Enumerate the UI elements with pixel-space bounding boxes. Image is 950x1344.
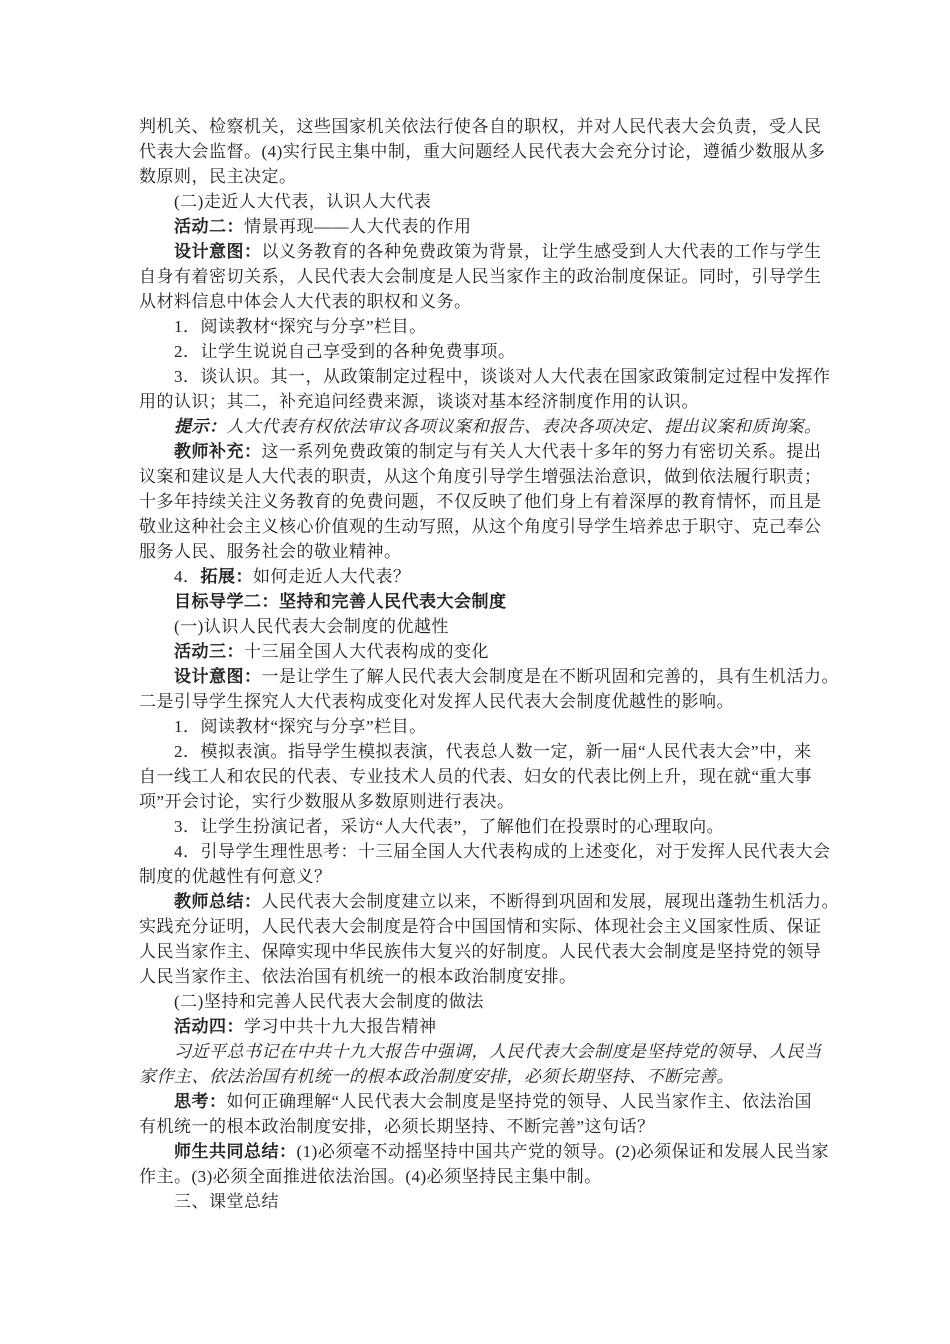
text-line <box>139 1064 845 1089</box>
text-run: 如何走近人大代表？ <box>253 567 411 586</box>
text-line <box>139 789 845 814</box>
heading-run: 教师总结： <box>174 892 262 911</box>
text-run: 实践充分证明，人民代表大会制度是符合中国国情和实际、体现社会主义国家性质、保证 <box>139 917 822 936</box>
text-line <box>139 264 845 289</box>
heading-run: 活动三： <box>174 642 244 661</box>
text-line <box>139 589 845 614</box>
text-run: 情景再现——人大代表的作用 <box>244 217 472 236</box>
text-line <box>139 514 845 539</box>
text-line <box>139 939 845 964</box>
text-run: 1．阅读教材“探究与分享”栏目。 <box>174 317 427 336</box>
text-line <box>139 689 845 714</box>
text-line <box>139 989 845 1014</box>
text-run: 人民当家作主、依法治国有机统一的根本政治制度安排。 <box>139 967 577 986</box>
text-run: 人民代表大会制度建立以来，不断得到巩固和发展，展现出蓬勃生机活力。 <box>261 892 839 911</box>
text-run: 人民当家作主、保障实现中华民族伟大复兴的好制度。人民代表大会制度是坚持党的领导 <box>139 942 822 961</box>
text-run: 自身有着密切关系，人民代表大会制度是人民当家作主的政治制度保证。同时，引导学生 <box>139 267 822 286</box>
text-run: 以义务教育的各种免费政策为背景，让学生感受到人大代表的工作与学生 <box>261 242 822 261</box>
text-run: 如何正确理解“人民代表大会制度是坚持党的领导、人民当家作主、依法治国 <box>226 1092 813 1111</box>
text-line <box>139 1039 845 1064</box>
text-line <box>139 389 845 414</box>
text-line <box>139 564 845 589</box>
text-line <box>139 314 845 339</box>
text-run: 这一系列免费政策的制定与有关人大代表十多年的努力有密切关系。提出 <box>261 442 822 461</box>
text-run: 有机统一的根本政治制度安排，必须长期坚持、不断完善”这句话？ <box>139 1117 655 1136</box>
text-line <box>139 639 845 664</box>
text-line <box>139 1089 845 1114</box>
text-line <box>139 164 845 189</box>
text-run: 自一线工人和农民的代表、专业技术人员的代表、妇女的代表比例上升，现在就“重大事 <box>139 767 813 786</box>
text-run: 二是引导学生探究人大代表构成变化对发挥人民代表大会制度优越性的影响。 <box>139 692 734 711</box>
kaiti-run: 习近平总书记在中共十九大报告中强调，人民代表大会制度是坚持党的领导、人民当 <box>174 1042 822 1061</box>
text-line <box>139 289 845 314</box>
heading-run: 拓展： <box>200 567 253 586</box>
text-line <box>139 339 845 364</box>
text-line <box>139 1139 845 1164</box>
text-line <box>139 814 845 839</box>
heading-run: 目标导学二：坚持和完善人民代表大会制度 <box>174 592 507 611</box>
text-run: 从材料信息中体会人大代表的职权和义务。 <box>139 292 472 311</box>
text-line <box>139 889 845 914</box>
text-run: (一)认识人民代表大会制度的优越性 <box>174 617 449 636</box>
document-text-block <box>139 114 845 1214</box>
text-run: 2．模拟表演。指导学生模拟表演，代表总人数一定，新一届“人民代表大会”中，来 <box>174 742 812 761</box>
text-run: (二)坚持和完善人民代表大会制度的做法 <box>174 992 484 1011</box>
heading-run: 思考： <box>174 1092 227 1111</box>
text-run: 用的认识；其二，补充追问经费来源，谈谈对基本经济制度作用的认识。 <box>139 392 699 411</box>
text-run: 代表大会监督。(4)实行民主集中制，重大问题经人民代表大会充分讨论，遵循少数服从多 <box>139 142 826 161</box>
text-run: 项”开会讨论，实行少数服从多数原则进行表决。 <box>139 792 515 811</box>
text-line <box>139 914 845 939</box>
text-line <box>139 189 845 214</box>
text-line <box>139 1189 845 1214</box>
text-line <box>139 539 845 564</box>
kaiti-run: 人大代表有权依法审议各项议案和报告、表决各项决定、提出议案和质询案。 <box>226 417 822 436</box>
text-run: 判机关、检察机关，这些国家机关依法行使各自的职权，并对人民代表大会负责，受人民 <box>139 117 822 136</box>
text-run: 作主。(3)必须全面推进依法治国。(4)必须坚持民主集中制。 <box>139 1167 602 1186</box>
text-line <box>139 114 845 139</box>
text-line <box>139 764 845 789</box>
text-line <box>139 839 845 864</box>
heading-run: 活动四： <box>174 1017 244 1036</box>
text-line <box>139 1014 845 1039</box>
text-line <box>139 714 845 739</box>
text-line <box>139 1114 845 1139</box>
text-run: 3．谈认识。其一，从政策制定过程中，谈谈对人大代表在国家政策制定过程中发挥作 <box>174 367 831 386</box>
text-line <box>139 239 845 264</box>
text-run: 4． <box>174 567 201 586</box>
heading-run: 教师补充： <box>174 442 262 461</box>
text-line <box>139 964 845 989</box>
kaiti-run: 家作主、依法治国有机统一的根本政治制度安排，必须长期坚持、不断完善。 <box>139 1067 734 1086</box>
text-line <box>139 139 845 164</box>
text-run: 学习中共十九大报告精神 <box>244 1017 437 1036</box>
text-line <box>139 364 845 389</box>
text-line <box>139 1164 845 1189</box>
text-run: 三、课堂总结 <box>174 1192 279 1211</box>
text-run: 2．让学生说说自己享受到的各种免费事项。 <box>174 342 516 361</box>
text-line <box>139 214 845 239</box>
heading-run: 师生共同总结： <box>174 1142 297 1161</box>
text-line <box>139 464 845 489</box>
text-run: (1)必须毫不动摇坚持中国共产党的领导。(2)必须保证和发展人民当家 <box>296 1142 830 1161</box>
text-run: 制度的优越性有何意义？ <box>139 867 332 886</box>
text-run: 一是让学生了解人民代表大会制度是在不断巩固和完善的，具有生机活力。 <box>261 667 839 686</box>
text-line <box>139 864 845 889</box>
text-line <box>139 439 845 464</box>
text-line <box>139 614 845 639</box>
heading-run: 活动二： <box>174 217 244 236</box>
heading-run: 设计意图： <box>174 242 262 261</box>
text-run: 3．让学生扮演记者，采访“人大代表”，了解他们在投票时的心理取向。 <box>174 817 725 836</box>
text-line <box>139 739 845 764</box>
text-run: 议案和建议是人大代表的职责，从这个角度引导学生增强法治意识，做到依法履行职责； <box>139 467 822 486</box>
text-line <box>139 489 845 514</box>
text-run: 十多年持续关注义务教育的免费问题，不仅反映了他们身上有着深厚的教育情怀，而且是 <box>139 492 822 511</box>
text-run: 4．引导学生理性思考：十三届全国人大代表构成的上述变化，对于发挥人民代表大会 <box>174 842 831 861</box>
text-run: (二)走近人大代表，认识人大代表 <box>174 192 432 211</box>
text-run: 1．阅读教材“探究与分享”栏目。 <box>174 717 427 736</box>
text-line <box>139 414 845 439</box>
text-run: 数原则，民主决定。 <box>139 167 297 186</box>
kaiti-run: 提示： <box>174 417 227 436</box>
text-run: 服务人民、服务社会的敬业精神。 <box>139 542 402 561</box>
text-line <box>139 664 845 689</box>
heading-run: 设计意图： <box>174 667 262 686</box>
text-run: 十三届全国人大代表构成的变化 <box>244 642 489 661</box>
text-run: 敬业这种社会主义核心价值观的生动写照，从这个角度引导学生培养忠于职守、克己奉公 <box>139 517 822 536</box>
